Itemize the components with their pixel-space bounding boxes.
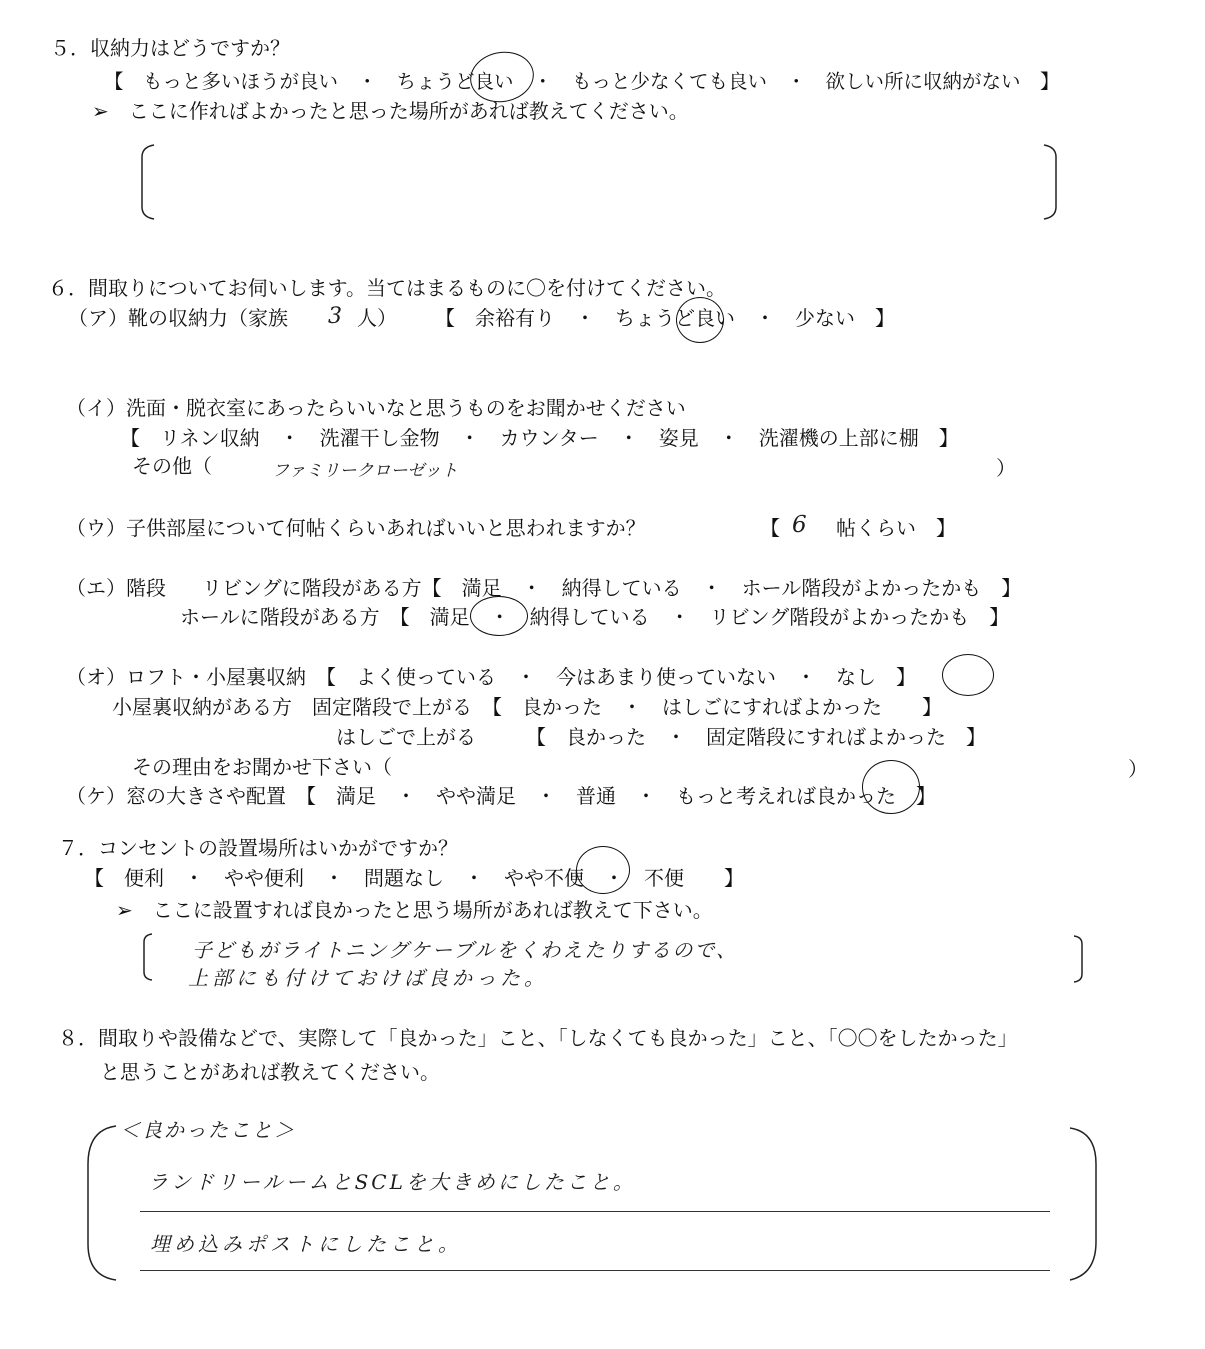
selection-circle bbox=[576, 846, 630, 894]
q8-answer-bracket bbox=[86, 1124, 1101, 1284]
q5-title: ５．収納力はどうですか？ bbox=[50, 36, 290, 60]
q6u-open: 【 bbox=[760, 516, 780, 540]
q6u-answer: 6 bbox=[792, 512, 807, 538]
q6-title: ６．間取りについてお伺いします。当てはまるものに〇を付けてください。 bbox=[48, 276, 726, 300]
q8-title-line1: ８．間取りや設備などで、実際して「良かった」こと、「しなくても良かった」こと、「〇〇をしたかった」 bbox=[58, 1026, 1018, 1050]
q6u-label: （ウ）子供部屋について何帖くらいあればいいと思われますか？ bbox=[66, 516, 646, 540]
selection-circle bbox=[470, 596, 528, 636]
q6ke-line: （ケ）窓の大きさや配置 【 満足 ・ やや満足 ・ 普通 ・ もっと考えれば良かった 】 bbox=[66, 784, 936, 808]
q7-answer-line2: 上部にも付けておけば良かった。 bbox=[188, 966, 548, 990]
q6e-line1: リビングに階段がある方【 満足 ・ 納得している ・ ホール階段がよかったかも 】 bbox=[202, 576, 1022, 600]
q7-sub-prompt: ➢ ここに設置すれば良かったと思う場所があれば教えて下さい。 bbox=[116, 898, 713, 922]
q5-answer-bracket bbox=[140, 143, 1060, 223]
q8-answer-line1: ランドリールームとSCLを大きめにしたこと。 bbox=[148, 1170, 636, 1194]
q5-options: 【 もっと多いほうが良い ・ ちょうど良い ・ もっと少なくても良い ・ 欲しい所に収納がない 】 bbox=[104, 70, 1060, 93]
q6a-label: （ア）靴の収納力（家族 bbox=[68, 306, 288, 330]
q8-answer-rule bbox=[140, 1270, 1050, 1271]
q5-sub-prompt: ➢ ここに作ればよかったと思った場所があれば教えてください。 bbox=[92, 99, 689, 123]
q6u-close: 帖くらい 】 bbox=[836, 516, 956, 540]
selection-circle bbox=[676, 297, 724, 343]
q6e-line2: ホールに階段がある方 【 満足 ・ 納得している ・ リビング階段がよかったかも 】 bbox=[180, 605, 1010, 629]
selection-circle bbox=[862, 760, 920, 814]
q7-answer-line1: 子どもがライトニングケーブルをくわえたりするので、 bbox=[192, 938, 738, 962]
q6i-other-close: ） bbox=[996, 456, 1016, 480]
q6i-other-answer: ファミリークローゼット bbox=[272, 461, 458, 481]
q6i-options: 【 リネン収納 ・ 洗濯干し金物 ・ カウンター ・ 姿見 ・ 洗濯機の上部に棚 】 bbox=[120, 426, 959, 450]
q8-title-line2: と思うことがあれば教えてください。 bbox=[100, 1060, 440, 1084]
q6o-reason-label: その理由をお聞かせ下さい（ bbox=[132, 755, 392, 779]
q7-title: ７．コンセントの設置場所はいかがですか？ bbox=[58, 836, 458, 860]
q8-answer-line2: 埋め込みポストにしたこと。 bbox=[150, 1232, 462, 1256]
q6i-label: （イ）洗面・脱衣室にあったらいいなと思うものをお聞かせください bbox=[66, 396, 686, 420]
q6o-line1: （オ）ロフト・小屋裏収納 【 よく使っている ・ 今はあまり使っていない ・ なし 】 bbox=[66, 665, 916, 689]
q6i-other-label: その他（ bbox=[132, 454, 212, 478]
q6a-family-count: 3 bbox=[328, 304, 342, 329]
q6e-label: （エ）階段 bbox=[66, 576, 166, 600]
q6a-options: 【 余裕有り ・ ちょうど良い ・ 少ない 】 bbox=[435, 306, 895, 330]
q8-good-heading: ＜良かったこと＞ bbox=[120, 1118, 296, 1142]
q6o-line2: 小屋裏収納がある方 固定階段で上がる 【 良かった ・ はしごにすればよかった 】 bbox=[112, 695, 942, 719]
q6o-reason-close: ） bbox=[1128, 757, 1148, 781]
q6o-line3: はしごで上がる 【 良かった ・ 固定階段にすればよかった 】 bbox=[336, 725, 986, 749]
selection-circle bbox=[942, 654, 994, 696]
q7-options: 【 便利 ・ やや便利 ・ 問題なし ・ やや不便 ・ 不便 】 bbox=[84, 866, 744, 890]
q6a-unit: 人） bbox=[357, 306, 397, 330]
q8-answer-rule bbox=[140, 1211, 1050, 1212]
